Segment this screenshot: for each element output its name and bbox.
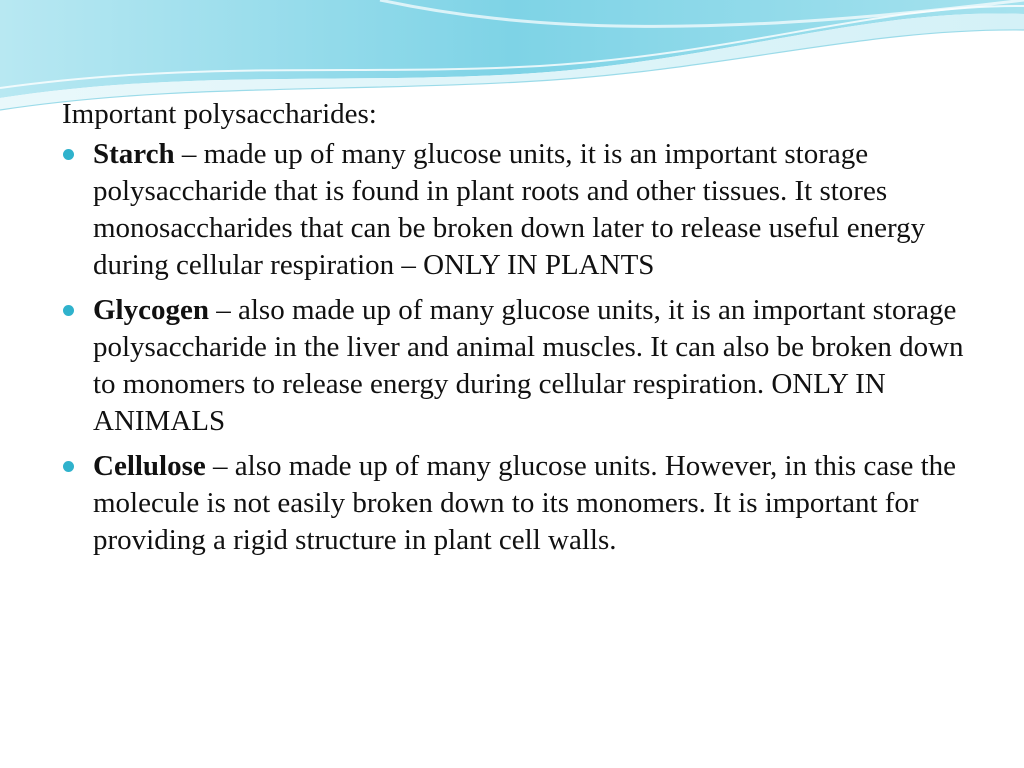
bullet-dot-icon: [63, 461, 74, 472]
bullet-text: – made up of many glucose units, it is an important storage polysaccharide that is found in plant roots and other tissues. It stores monosaccharides that can be broken down later to release useful energy during cellular respiration – ONLY IN PLANTS: [93, 138, 926, 281]
bullet-dot-icon: [63, 149, 74, 160]
bullet-text: – also made up of many glucose units. However, in this case the molecule is not easily broken down to its monomers. It is important for providing a rigid structure in plant cell walls.: [93, 450, 957, 556]
bullet-term: Starch: [93, 138, 175, 170]
bullet-list: [62, 136, 972, 559]
bullet-glycogen: [62, 292, 972, 440]
bullet-starch: [62, 136, 972, 284]
bullet-cellulose: [62, 448, 972, 559]
intro-text: Important polysaccharides:: [62, 98, 377, 130]
bullet-text: – also made up of many glucose units, it is an important storage polysaccharide in the liver and animal muscles. It can also be broken down to monomers to release energy during cellular respiration. ONLY IN ANIMALS: [93, 294, 964, 437]
bullet-dot-icon: [63, 305, 74, 316]
bullet-term: Cellulose: [93, 450, 206, 482]
bullet-term: Glycogen: [93, 294, 209, 326]
slide-content: [62, 96, 972, 567]
